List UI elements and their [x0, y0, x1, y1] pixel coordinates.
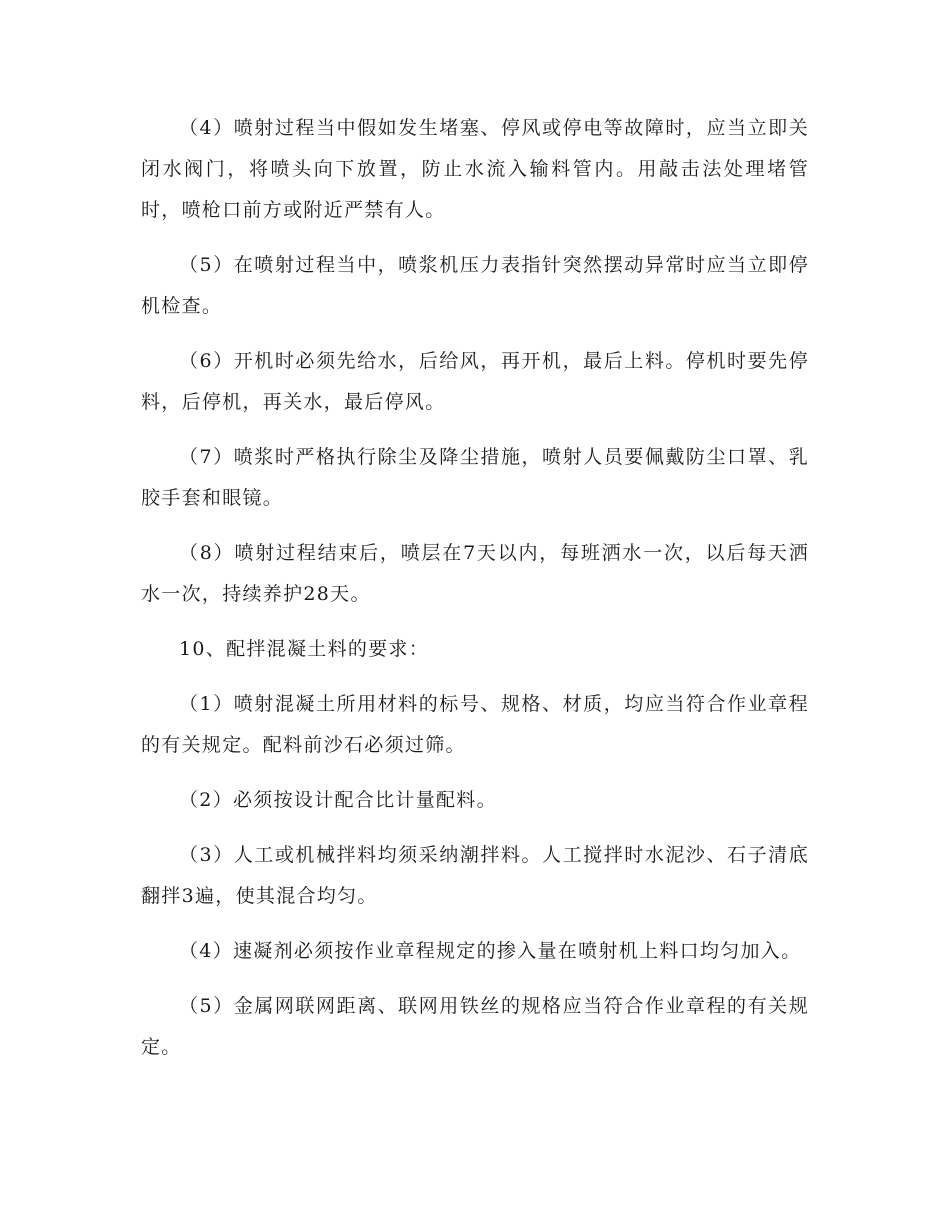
paragraph-mix-ratio: （2）必须按设计配合比计量配料。: [179, 789, 497, 811]
paragraph-materials: （1）喷射混凝土所用材料的标号、规格、材质，均应当符合作业章程的有关规定。配料前沙石必须过筛。: [141, 693, 809, 756]
paragraph-start-stop-order: （6）开机时必须先给水，后给风，再开机，最后上料。停机时要先停料，后停机，再关水，最后停风。: [141, 350, 809, 413]
section-heading-mixing: 10、配拌混凝土料的要求：: [179, 638, 430, 660]
paragraph-curing: （8）喷射过程结束后，喷层在7天以内，每班洒水一次，以后每天洒水一次，持续养护28天。: [141, 542, 809, 605]
paragraph-accelerator: （4）速凝剂必须按作业章程规定的掺入量在喷射机上料口均匀加入。: [179, 940, 802, 962]
document-body: [141, 108, 809, 1082]
paragraph-pressure-gauge: （5）在喷射过程当中，喷浆机压力表指针突然摆动异常时应当立即停机检查。: [141, 254, 809, 317]
paragraph-dust-protection: （7）喷浆时严格执行除尘及降尘措施，喷射人员要佩戴防尘口罩、乳胶手套和眼镜。: [141, 446, 809, 509]
paragraph-wet-mixing: （3）人工或机械拌料均须采纳潮拌料。人工搅拌时水泥沙、石子清底翻拌3遍，使其混合均匀。: [141, 844, 809, 907]
paragraph-metal-mesh: （5）金属网联网距离、联网用铁丝的规格应当符合作业章程的有关规定。: [141, 995, 809, 1058]
paragraph-spray-blockage: （4）喷射过程当中假如发生堵塞、停风或停电等故障时，应当立即关闭水阀门，将喷头向下放置，防止水流入输料管内。用敲击法处理堵管时，喷枪口前方或附近严禁有人。: [141, 117, 809, 221]
